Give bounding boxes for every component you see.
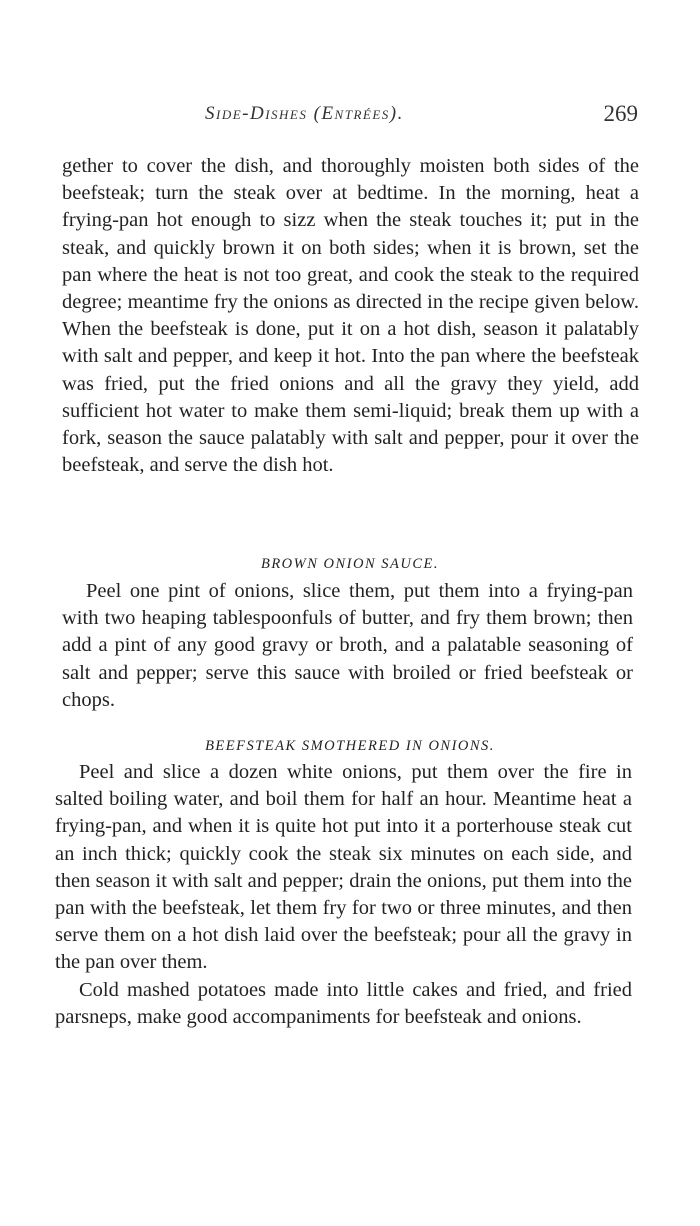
beefsteak-onions-section: [55, 759, 632, 1031]
continuation-paragraph: gether to cover the dish, and thoroughly moisten both sides of the beefsteak; turn the steak over at bedtime. In the morning, heat a frying-pan hot enough to sizz when the steak touches it; put in the steak, and quickly brown it on both sides; when it is brown, set the pan where the heat is not too great, and cook the steak to the required degree; meantime fry the onions as directed in the recipe given below. When the beefsteak is done, put it on a hot dish, season it palatably with salt and pepper, and keep it hot. Into the pan where the beefsteak was fried, put the fried onions and all the gravy they yield, add sufficient hot water to make them semi-liquid; break them up with a fork, season the sauce palatably with salt and pepper, pour it over the beefsteak, and serve the dish hot.: [62, 155, 639, 477]
continuation-section: [62, 153, 639, 479]
beefsteak-onions-paragraph-1: Peel and slice a dozen white onions, put them over the fire in salted boiling water, and boil them for half an hour. Meantime heat a frying-pan, and when it is quite hot put into it a porterhouse steak cut an inch thick; quickly cook the steak six minutes on each side, and then season it with salt and pepper; drain the onions, put them into the pan with the beefsteak, let them fry for two or three minutes, and then serve them on a hot dish laid over the beefsteak; pour all the gravy in the pan over them.: [55, 761, 632, 974]
section-heading-beefsteak-onions: BEEFSTEAK SMOTHERED IN ONIONS.: [205, 738, 495, 754]
page-header: [0, 103, 700, 135]
section-heading-brown-onion-sauce: BROWN ONION SAUCE.: [260, 556, 440, 572]
beefsteak-onions-paragraph-2: Cold mashed potatoes made into little cakes and fried, and fried parsneps, make good accompaniments for beefsteak and onions.: [55, 978, 632, 1028]
section-heading-beefsteak-onions-wrap: [0, 736, 700, 756]
brown-onion-sauce-section: [62, 578, 633, 714]
page-number: 269: [603, 101, 638, 126]
section-heading-brown-onion-sauce-wrap: [0, 554, 700, 574]
brown-onion-sauce-paragraph: Peel one pint of onions, slice them, put them into a frying-pan with two heaping tablespoonfuls of butter, and fry them brown; then add a pint of any good gravy or broth, and a palatable seasoning of salt and pepper; serve this sauce with broiled or fried beefsteak or chops.: [62, 580, 633, 711]
running-head: Side-Dishes (Entrées).: [205, 103, 404, 124]
